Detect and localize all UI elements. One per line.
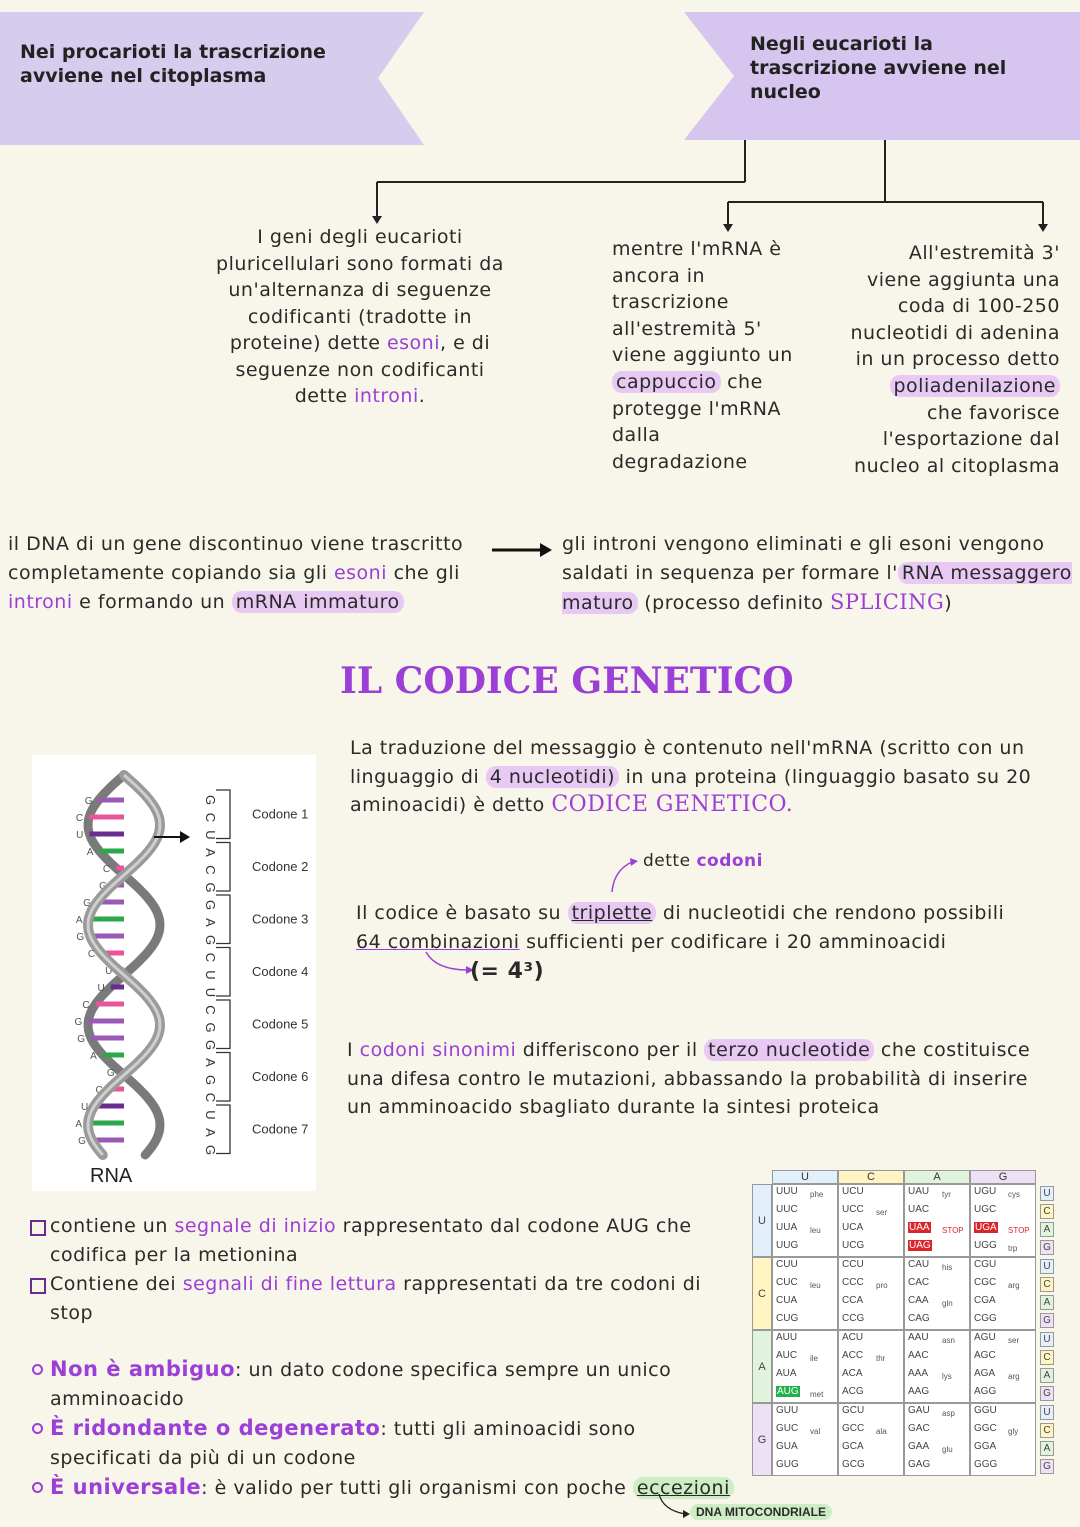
rna-label: RNA: [90, 1165, 133, 1187]
codon-cell: UGG: [974, 1240, 997, 1251]
codon-cell: ACC: [842, 1350, 864, 1361]
codon-cell: AGA: [974, 1368, 996, 1379]
mitochondrial-dna-note: DNA MITOCONDRIALE: [690, 1504, 832, 1520]
sequence-base: G: [203, 794, 218, 806]
helix-letter: G: [78, 1136, 86, 1147]
exception-arrow-icon: [655, 1490, 695, 1520]
amino-acid-label: his: [942, 1263, 953, 1272]
tree-connector: [0, 0, 1080, 240]
formula-4-cubed: (= 4³): [470, 959, 545, 984]
codon-label: Codone 4: [252, 963, 309, 979]
amino-acid-label: asn: [942, 1336, 955, 1345]
third-base-label: G: [1040, 1240, 1054, 1255]
third-base-label: U: [1040, 1259, 1054, 1274]
helix-letter: U: [97, 983, 105, 994]
codon-cell: CUU: [776, 1259, 798, 1270]
second-base-header: G: [970, 1170, 1036, 1184]
property-item: È universale: è valido per tutti gli organismi con poche eccezioni: [30, 1473, 740, 1503]
third-base-label: C: [1040, 1350, 1054, 1365]
codon-cell: UAA: [909, 1222, 930, 1233]
codon-label: Codone 1: [252, 806, 309, 822]
amino-acid-label: ala: [876, 1427, 887, 1436]
arrow-right-icon: [490, 538, 554, 562]
third-base-label: U: [1040, 1405, 1054, 1420]
amino-acid-label: cys: [1008, 1190, 1020, 1199]
sequence-base: G: [203, 1144, 218, 1156]
amino-acid-label: arg: [1008, 1281, 1020, 1290]
codoni-note: dette codoni: [643, 851, 763, 871]
amino-acid-label: gly: [1008, 1427, 1019, 1436]
helix-letter: G: [74, 1017, 83, 1028]
helix-letter: C: [82, 1000, 90, 1011]
codon-table: [752, 1170, 1054, 1476]
first-base-header: G: [752, 1403, 772, 1476]
codon-cell: CCU: [842, 1259, 864, 1270]
immature-mrna-text: il DNA di un gene discontinuo viene trascritto completamente copiando sia gli esoni che gli introni e formando un mRNA immaturo: [8, 533, 464, 613]
helix-letter: A: [75, 1119, 83, 1130]
amino-acid-label: lys: [942, 1372, 952, 1381]
third-base-label: C: [1040, 1423, 1054, 1438]
first-base-header: A: [752, 1330, 772, 1403]
codon-cell: AAU: [908, 1332, 929, 1343]
properties-list: [30, 1355, 740, 1503]
property-item: È ridondante o degenerato: tutti gli aminoacidi sono specificati da più di un codone: [30, 1414, 740, 1473]
third-base-label: U: [1040, 1332, 1054, 1347]
codon-cell: GUU: [776, 1405, 799, 1416]
codon-cell: GUC: [776, 1423, 799, 1434]
codon-cell: GGA: [974, 1441, 997, 1452]
term-cappuccio: cappuccio: [612, 371, 721, 393]
sequence-base: C: [203, 865, 218, 875]
term-esoni: esoni: [386, 332, 440, 354]
amino-acid-label: leu: [810, 1226, 821, 1235]
sequence-base: G: [203, 1074, 218, 1086]
checklist-item: Contiene dei segnali di fine lettura rappresentati da tre codoni di stop: [30, 1270, 740, 1328]
sequence-base: C: [203, 952, 218, 963]
helix-letter: G: [106, 1068, 115, 1079]
codon-cell: AUC: [776, 1350, 798, 1361]
helix-letter: C: [95, 1085, 103, 1096]
codon-cell: AGU: [974, 1332, 996, 1343]
codon-cell: UUC: [776, 1204, 798, 1215]
sequence-base: A: [203, 1058, 218, 1067]
sequence-base: U: [203, 830, 218, 840]
codon-cell: UGC: [974, 1204, 997, 1215]
amino-acid-label: trp: [1008, 1244, 1018, 1253]
sequence-arrow-icon: [180, 831, 190, 843]
codon-cell: CUC: [776, 1277, 798, 1288]
codon-cell: CGU: [974, 1259, 997, 1270]
bullet-icon: [32, 1423, 43, 1434]
codon-cell: CCG: [842, 1313, 865, 1324]
stop-label: STOP: [942, 1226, 964, 1235]
first-base-header: C: [752, 1257, 772, 1330]
sequence-base: U: [203, 987, 218, 998]
codon-cell: UCC: [842, 1204, 864, 1215]
amino-acid-label: met: [810, 1390, 824, 1399]
codon-cell: CAA: [908, 1295, 929, 1306]
helix-letter: G: [84, 796, 93, 807]
amino-acid-label: gln: [942, 1299, 953, 1308]
codon-cell: ACG: [842, 1386, 864, 1397]
page-title: IL CODICE GENETICO: [340, 660, 794, 702]
term-mrna-immaturo: mRNA immaturo: [232, 591, 404, 613]
helix-letter: G: [99, 881, 107, 892]
term-splicing: SPLICING: [829, 590, 945, 614]
third-base-label: U: [1040, 1186, 1054, 1201]
third-base-label: A: [1040, 1368, 1054, 1383]
term-introni: introni: [354, 385, 419, 407]
codon-label: Codone 6: [252, 1068, 309, 1084]
codon-cell: GAG: [908, 1459, 931, 1470]
triplet-text: Il codice è basato su triplette di nucleotidi che rendono possibili 64 combinazioni sufficienti per codificare i 20 amminoacidi: [356, 902, 1005, 953]
property-item: Non è ambiguo: un dato codone specifica sempre un unico amminoacido: [30, 1355, 740, 1414]
sequence-base: G: [203, 1039, 218, 1051]
banner-prokaryotes: Nei procarioti la trascrizione avviene nel citoplasma: [20, 41, 326, 87]
codon-cell: GCA: [842, 1441, 864, 1452]
second-base-header: C: [838, 1170, 904, 1184]
codon-cell: UCU: [842, 1186, 864, 1197]
amino-acid-label: ser: [876, 1208, 888, 1217]
codon-label: Codone 5: [252, 1016, 309, 1032]
codon-cell: GCU: [842, 1405, 865, 1416]
third-base-label: A: [1040, 1441, 1054, 1456]
third-base-label: G: [1040, 1386, 1054, 1401]
codon-cell: GUG: [776, 1459, 799, 1470]
codon-cell: UCA: [842, 1222, 864, 1233]
rna-helix-diagram: [32, 755, 316, 1191]
codon-cell: GGC: [974, 1423, 997, 1434]
helix-letter: C: [102, 864, 111, 875]
codon-cell: UAG: [909, 1240, 931, 1251]
genetic-code-definition: La traduzione del messaggio è contenuto nell'mRNA (scritto con un linguaggio di 4 nucleotidi) in una proteina (linguaggio basato su 20 aminoacidi) è detto CODICE GENETICO.: [350, 737, 1032, 817]
codon-cell: AUG: [777, 1386, 799, 1397]
codon-cell: AGC: [974, 1350, 996, 1361]
third-base-label: A: [1040, 1295, 1054, 1310]
codon-cell: CUG: [776, 1313, 799, 1324]
codon-cell: AAA: [908, 1368, 929, 1379]
second-base-header: U: [772, 1170, 838, 1184]
helix-letter: A: [75, 915, 83, 926]
amino-acid-label: ile: [810, 1354, 819, 1363]
amino-acid-label: arg: [1008, 1372, 1020, 1381]
codon-cell: AAC: [908, 1350, 929, 1361]
third-base-label: G: [1040, 1459, 1054, 1474]
second-base-header: A: [904, 1170, 970, 1184]
codon-cell: AUA: [776, 1368, 797, 1379]
codon-cell: GAU: [908, 1405, 930, 1416]
codon-cell: GUA: [776, 1441, 798, 1452]
codon-label: Codone 7: [252, 1121, 309, 1137]
helix-letter: G: [83, 898, 91, 909]
codon-cell: UGA: [975, 1222, 997, 1233]
start-stop-checklist: [30, 1212, 740, 1328]
helix-letter: U: [76, 830, 84, 841]
codon-cell: UUG: [776, 1240, 799, 1251]
codon-cell: AGG: [974, 1386, 997, 1397]
codon-cell: CCA: [842, 1295, 864, 1306]
codon-cell: UAU: [908, 1186, 930, 1197]
codon-cell: CAU: [908, 1259, 930, 1270]
sequence-base: C: [203, 1092, 218, 1103]
codon-cell: CGG: [974, 1313, 997, 1324]
term-poliadenilazione: poliadenilazione: [890, 375, 1061, 397]
term-rna-maturo: RNA messaggero maturo: [562, 562, 1072, 614]
amino-acid-label: glu: [942, 1445, 953, 1454]
first-base-header: U: [752, 1184, 772, 1257]
codon-cell: CUA: [776, 1295, 798, 1306]
helix-letter: A: [90, 1051, 97, 1062]
sequence-base: A: [203, 848, 218, 857]
third-base-label: A: [1040, 1222, 1054, 1237]
helix-letter: U: [80, 1102, 89, 1113]
codon-cell: GAC: [908, 1423, 930, 1434]
checkbox-icon: [30, 1278, 46, 1294]
term-codice-genetico: CODICE GENETICO.: [551, 792, 794, 817]
helix-letter: C: [75, 813, 84, 824]
sequence-base: A: [203, 918, 218, 927]
codon-label: Codone 2: [252, 858, 309, 874]
helix-letter: A: [86, 847, 94, 858]
splicing-text: gli introni vengono eliminati e gli esoni vengono saldati in sequenza per formare l' RNA messaggero maturo (processo definito SPLICING): [562, 533, 1072, 614]
amino-acid-label: ser: [1008, 1336, 1020, 1345]
amino-acid-label: tyr: [942, 1190, 951, 1199]
codon-cell: GCC: [842, 1423, 865, 1434]
bullet-icon: [32, 1364, 43, 1375]
capping-text: mentre l'mRNA è ancora in trascrizione all'estremità 5' viene aggiunto un cappuccio che protegge l'mRNA dalla degradazione: [612, 238, 793, 473]
synonym-codons-text: I codoni sinonimi differiscono per il terzo nucleotide che costituisce una difesa contro le mutazioni, abbassando la probabilità di inserire un amminoacido sbagliato durante la sintesi proteica: [347, 1039, 1031, 1119]
checkbox-icon: [30, 1220, 46, 1236]
codon-cell: UUA: [776, 1222, 798, 1233]
codon-cell: ACU: [842, 1332, 864, 1343]
codon-cell: CAG: [908, 1313, 930, 1324]
amino-acid-label: pro: [876, 1281, 888, 1290]
codon-cell: ACA: [842, 1368, 863, 1379]
polyadenylation-text: All'estremità 3' viene aggiunta una coda di 100-250 nucleotidi di adenina in un processo detto poliadenilazione che favorisce l'esportazione dal nucleo al citoplasma: [850, 242, 1060, 477]
sequence-base: U: [203, 970, 218, 980]
codon-cell: CGC: [974, 1277, 997, 1288]
codon-cell: UUU: [776, 1186, 798, 1197]
amino-acid-label: phe: [810, 1190, 824, 1199]
sequence-base: G: [203, 899, 218, 911]
codon-label: Codone 3: [252, 911, 309, 927]
sequence-base: U: [203, 1110, 218, 1120]
third-base-label: C: [1040, 1277, 1054, 1292]
third-base-label: C: [1040, 1204, 1054, 1219]
amino-acid-label: asp: [942, 1409, 955, 1418]
codon-cell: GCG: [842, 1459, 865, 1470]
codon-cell: GGU: [974, 1405, 997, 1416]
sequence-base: C: [203, 812, 218, 823]
sequence-base: G: [203, 934, 218, 946]
helix-letter: G: [77, 1034, 85, 1045]
codon-cell: GAA: [908, 1441, 930, 1452]
bullet-icon: [32, 1482, 43, 1493]
stop-label: STOP: [1008, 1226, 1030, 1235]
third-base-label: G: [1040, 1313, 1054, 1328]
helix-letter: C: [87, 949, 96, 960]
sequence-base: A: [203, 1128, 218, 1137]
helix-letter: U: [105, 966, 113, 977]
eukaryote-genes-text: I geni degli eucarioti pluricellulari sono formati da un'alternanza di seguenze codificanti (tradotte in proteine) dette esoni, e di seguenze non codificanti dette introni.: [216, 226, 504, 407]
amino-acid-label: thr: [876, 1354, 886, 1363]
codon-cell: UCG: [842, 1240, 865, 1251]
codon-cell: CGA: [974, 1295, 996, 1306]
checklist-item: contiene un segnale di inizio rappresentato dal codone AUG che codifica per la metionina: [30, 1212, 740, 1270]
codon-cell: AUU: [776, 1332, 798, 1343]
amino-acid-label: val: [810, 1427, 821, 1436]
banner-eukaryotes: Negli eucarioti la trascrizione avviene nel nucleo: [750, 33, 1007, 103]
codon-cell: GGG: [974, 1459, 998, 1470]
codon-cell: CCC: [842, 1277, 864, 1288]
codon-cell: CAC: [908, 1277, 930, 1288]
helix-letter: G: [76, 932, 85, 943]
codon-cell: UAC: [908, 1204, 930, 1215]
sequence-base: G: [203, 1022, 218, 1033]
rna-figure: [32, 755, 316, 1191]
amino-acid-label: leu: [810, 1281, 821, 1290]
codon-cell: UGU: [974, 1186, 997, 1197]
codon-cell: AAG: [908, 1386, 930, 1397]
sequence-base: C: [203, 1005, 218, 1015]
sequence-base: G: [203, 882, 218, 893]
